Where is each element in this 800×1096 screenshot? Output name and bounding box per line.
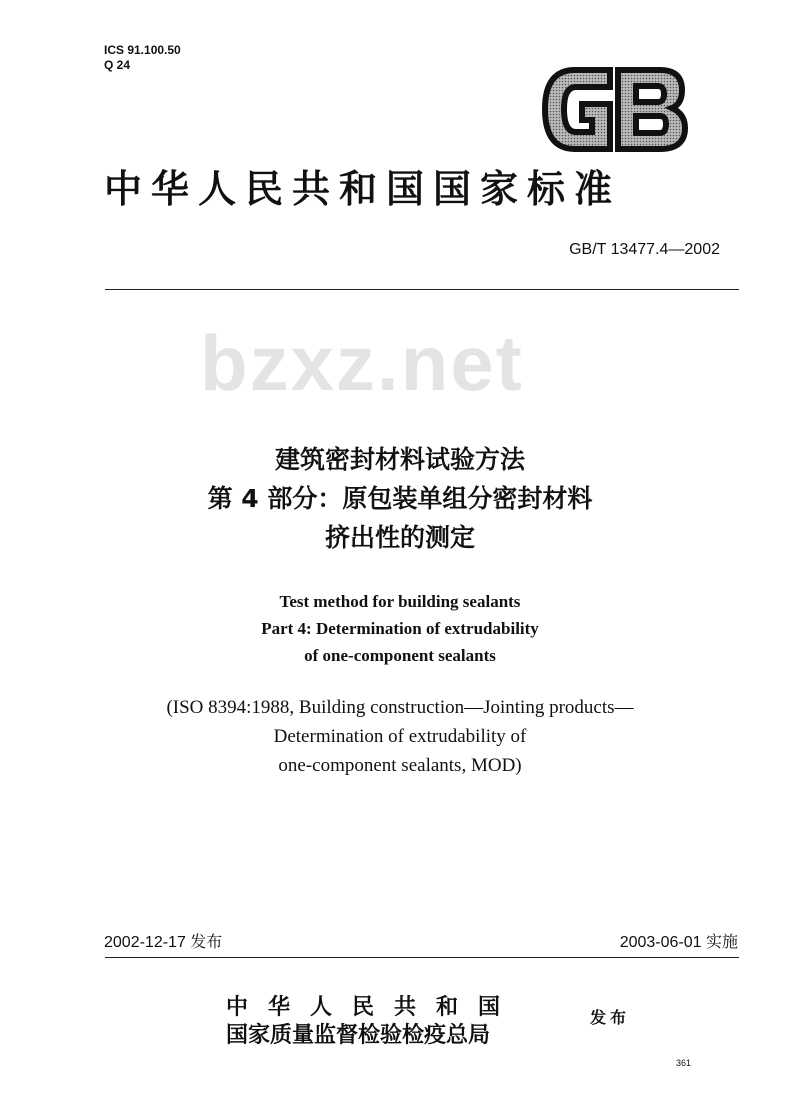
- standard-code: GB/T 13477.4—2002: [569, 241, 720, 258]
- title-line: of one-component sealants: [304, 646, 496, 665]
- title-line: Part 4: Determination of extrudability: [261, 619, 539, 638]
- iso-line: Determination of extrudability of: [273, 726, 527, 747]
- issuing-authority: [226, 993, 520, 1049]
- ccs-code: Q 24: [104, 58, 131, 72]
- iso-line: one-component sealants, MOD): [278, 755, 522, 776]
- chinese-title: [0, 440, 800, 557]
- ics-code: ICS 91.100.50: [104, 43, 181, 57]
- divider: [105, 289, 739, 290]
- issuer-line: 中华人民共和国: [226, 994, 521, 1020]
- page-number: 361: [676, 1058, 692, 1068]
- issue-date: 2002-12-17 发布: [104, 934, 223, 951]
- gb-logo: [540, 62, 690, 157]
- divider: [105, 957, 739, 958]
- title-line: Test method for building sealants: [279, 592, 521, 611]
- title-line: 建筑密封材料试验方法: [274, 445, 525, 474]
- title-line: 第 4 部分：原包装单组分密封材料: [207, 484, 593, 513]
- title-line: 挤出性的测定: [324, 523, 475, 552]
- iso-reference: [0, 693, 800, 780]
- english-title: [0, 588, 800, 669]
- implementation-date: 2003-06-01 实施: [619, 934, 738, 951]
- national-standard-heading: 中华人民共和国国家标准: [104, 167, 622, 211]
- classification-codes: [104, 43, 181, 73]
- issue-label: 发布: [590, 1008, 631, 1027]
- issuer-line: 国家质量监督检验检疫总局: [226, 1022, 491, 1048]
- iso-line: (ISO 8394:1988, Building construction—Jointing products—: [166, 697, 634, 718]
- watermark: bzxz.net: [200, 319, 524, 407]
